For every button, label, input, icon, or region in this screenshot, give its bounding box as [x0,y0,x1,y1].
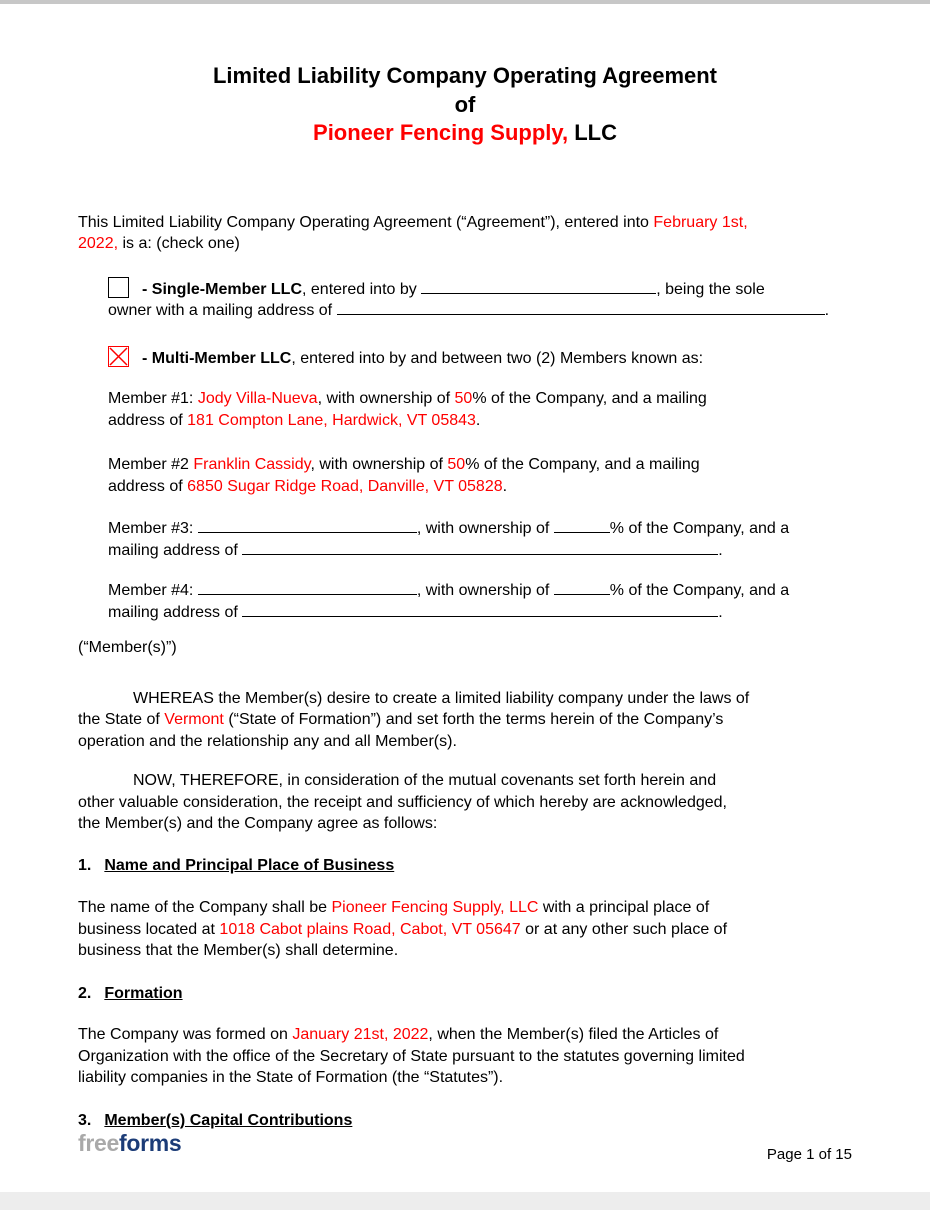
text-segment: NOW, THEREFORE, in consideration of the mutual covenants set forth herein and [133,772,717,789]
text-segment: , with ownership of [416,520,554,537]
text-segment: mailing address of [108,541,243,559]
text-segment: business located at [78,920,220,938]
whereas-paragraph [78,688,852,753]
text-segment: , being the sole [656,280,765,298]
section-3-heading [78,1110,852,1132]
text-segment: with a principal place of [538,899,710,916]
blank-line [554,518,610,533]
member-3-paragraph [108,518,852,561]
text-segment: Member #1: [108,390,198,407]
state-of-formation: Vermont [164,711,224,728]
blank-line [337,300,825,315]
section-3-number: 3. [78,1111,92,1129]
blank-line [242,602,718,617]
freeforms-logo [78,1130,181,1157]
multi-member-label: - Multi-Member LLC [142,349,292,367]
multi-member-checkbox [108,346,129,367]
text-segment: address of [108,411,188,429]
text-segment: Organization with the office of the Secretary of State pursuant to the statutes governing limited [78,1047,745,1065]
logo-free-text: free [78,1130,119,1156]
single-member-option [108,277,852,322]
text-segment: (“State of Formation”) and set forth the terms herein of the Company’s [223,711,724,728]
text-segment: . [475,411,481,429]
intro-paragraph [78,212,852,255]
text-segment: LLC [568,120,617,145]
section-2-title: Formation [104,984,183,1002]
member-1-ownership: 50 [454,390,473,407]
logo-forms-text: forms [119,1130,182,1156]
text-segment: business that the Member(s) shall determine. [78,942,399,959]
text-segment: other valuable consideration, the receipt and sufficiency of which hereby are acknowledged, [78,793,727,811]
blank-line [242,540,718,555]
text-segment: mailing address of [108,603,243,621]
blank-line [554,580,610,595]
principal-address: 1018 Cabot plains Road, Cabot, VT 05647 [219,920,521,938]
section-2-heading [78,983,852,1005]
section-1-heading [78,855,852,877]
text-segment: liability companies in the State of Formation (the “Statutes”). [78,1069,504,1086]
agreement-date-year: 2022, [78,235,119,252]
text-segment: operation and the relationship any and all Member(s). [78,732,457,750]
member-2-paragraph [108,454,852,497]
title-line-1: Limited Liability Company Operating Agreement [212,63,718,88]
text-segment: WHEREAS the Member(s) desire to create a limited liability company under the laws of [133,689,750,707]
member-4-paragraph [108,580,852,623]
company-name-ref: Pioneer Fencing Supply, LLC [331,899,539,916]
text-segment: This Limited Liability Company Operating Agreement (“Agreement”), entered into [78,213,654,231]
text-segment: % of the Company, and a [609,520,790,537]
text-segment: . [718,603,723,621]
document-page [0,4,930,1192]
text-segment: owner with a mailing address of [108,302,337,319]
section-1-number: 1. [78,856,92,874]
single-member-text [108,281,829,320]
now-therefore-paragraph [78,770,852,835]
page-content [0,4,930,1131]
text-segment: , with ownership of [416,582,554,599]
text-segment: Member #2 [108,456,194,473]
title-line-3 [78,119,852,148]
text-segment: , entered into by [302,280,422,298]
multi-member-text [142,350,703,367]
title-line-2: of [454,91,476,117]
section-1-title: Name and Principal Place of Business [104,856,395,874]
checked-x-icon [109,347,128,366]
member-1-paragraph [108,388,852,431]
text-segment: Member #4: [108,582,198,599]
text-segment: , with ownership of [310,456,448,473]
formation-date: January 21st, 2022 [292,1026,429,1043]
text-segment: The name of the Company shall be [78,899,332,916]
section-1-body [78,897,852,962]
section-2-body [78,1024,852,1089]
section-2-number: 2. [78,984,92,1002]
blank-line [198,518,417,533]
member-2-name: Franklin Cassidy [193,456,311,473]
text-segment: . [718,541,723,559]
text-segment: % of the Company, and a mailing [465,456,700,473]
text-segment: the State of [78,711,165,728]
member-1-address: 181 Compton Lane, Hardwick, VT 05843 [187,411,476,429]
member-2-address: 6850 Sugar Ridge Road, Danville, VT 05828 [187,477,503,495]
text-segment: the Member(s) and the Company agree as follows: [78,815,438,832]
multi-member-option [108,346,852,370]
text-segment: % of the Company, and a mailing [472,390,707,407]
page-number: Page 1 of 15 [766,1146,852,1163]
text-segment: or at any other such place of [520,920,728,938]
text-segment: The Company was formed on [78,1026,293,1043]
member-2-ownership: 50 [447,456,466,473]
text-segment: , entered into by and between two (2) Members known as: [291,349,704,367]
member-1-name: Jody Villa-Nueva [197,390,318,407]
single-member-label: - Single-Member LLC [142,280,303,298]
agreement-date: February 1st, [653,213,748,231]
text-segment: . [824,302,830,319]
text-segment: , with ownership of [317,390,455,407]
text-segment: % of the Company, and a [609,582,790,599]
text-segment: Member #3: [108,520,198,537]
text-segment: , when the Member(s) filed the Articles of [428,1026,719,1043]
single-member-checkbox [108,277,129,298]
text-segment: . [502,477,508,495]
section-3-title: Member(s) Capital Contributions [104,1111,353,1129]
company-name: Pioneer Fencing Supply, [313,120,569,145]
blank-line [198,580,417,595]
blank-line [421,279,656,294]
members-note: (“Member(s)”) [78,639,177,656]
text-segment: is a: (check one) [118,235,240,252]
text-segment: address of [108,477,188,495]
document-title [78,62,852,148]
